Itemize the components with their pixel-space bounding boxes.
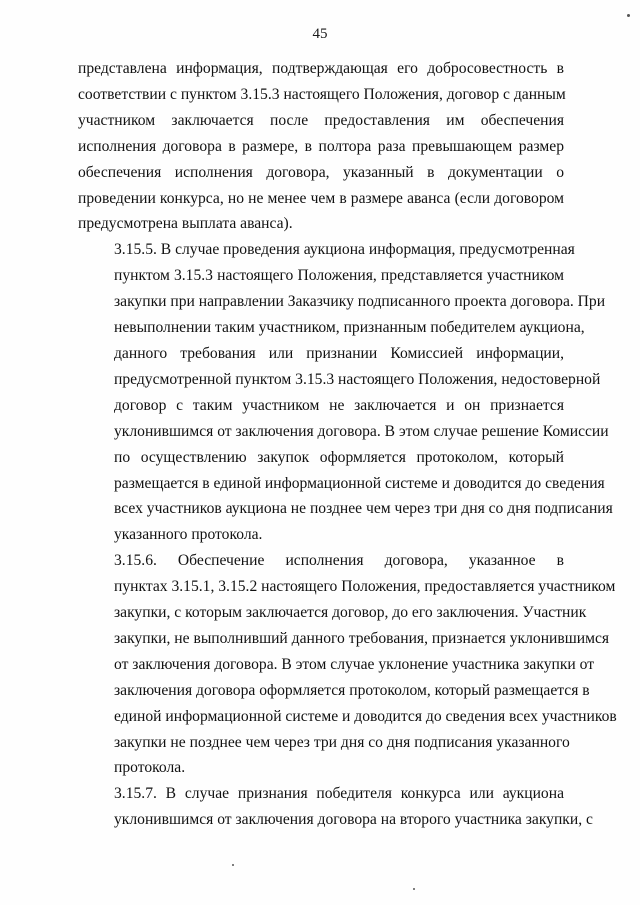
text-line: 3.15.5. В случае проведения аукциона информация, предусмотренная (114, 241, 575, 259)
text-line: единой информационной системе и доводится до сведения всех участников (114, 707, 617, 725)
text-line: закупки при направлении Заказчику подписанного проекта договора. При (114, 293, 606, 311)
text-line: представлена информация, подтверждающая его добросовестность в (78, 60, 564, 77)
text-line: закупки не позднее чем через три дня со дня подписания указанного (114, 733, 570, 751)
text-line: указанного протокола. (114, 526, 263, 544)
text-line: предусмотрена выплата аванса). (78, 215, 293, 233)
text-line: от заключения договора. В этом случае уклонение участника закупки от (114, 655, 595, 673)
paragraph (78, 56, 564, 237)
text-line: предусмотренной пунктом 3.15.3 настоящего Положения, недостоверной (114, 370, 601, 388)
text-line: заключения договора оформляется протоколом, который размещается в (114, 681, 590, 699)
page-number: 45 (312, 26, 328, 42)
text-line: данного требования или признании Комиссией информации, (114, 344, 564, 362)
text-line: протокола. (114, 759, 186, 777)
text-line: всех участников аукциона не позднее чем через три дня со дня подписания (114, 500, 613, 518)
text-line: исполнения договора в размере, в полтора раза превышающем размер (78, 137, 564, 155)
text-line: обеспечения исполнения договора, указанный в документации о (78, 163, 564, 181)
text-line: закупки, с которым заключается договор, до его заключения. Участник (114, 604, 587, 622)
paragraph (78, 237, 613, 548)
text-line: соответствии с пунктом 3.15.3 настоящего Положения, договор с данным (78, 85, 566, 103)
document-body (78, 56, 617, 833)
text-line: 3.15.6. Обеспечение исполнения договора, указанное в (114, 552, 564, 570)
text-line: пунктах 3.15.1, 3.15.2 настоящего Положения, предоставляется участником (114, 578, 616, 596)
text-line: пунктом 3.15.3 настоящего Положения, представляется участником (114, 267, 564, 285)
scan-speck (232, 864, 234, 866)
text-line: размещается в единой информационной системе и доводится до сведения (114, 474, 605, 492)
text-line: уклонившимся от заключения договора на второго участника закупки, с (114, 811, 593, 829)
text-line: 3.15.7. В случае признания победителя конкурса или аукциона (114, 785, 564, 803)
text-line: закупки, не выполнивший данного требования, признается уклонившимся (114, 629, 610, 647)
scan-speck (627, 14, 630, 17)
text-line: проведении конкурса, но не менее чем в размере аванса (если договором (78, 189, 564, 207)
text-line: уклонившимся от заключения договора. В этом случае решение Комиссии (114, 422, 609, 440)
paragraph (78, 781, 593, 833)
text-line: участником заключается после предоставления им обеспечения (78, 111, 564, 129)
text-line: договор с таким участником не заключается и он признается (114, 396, 564, 414)
text-line: по осуществлению закупок оформляется протоколом, который (114, 448, 564, 466)
text-line: невыполнении таким участником, признанным победителем аукциона, (114, 319, 585, 337)
scan-speck (413, 888, 415, 890)
paragraph (78, 548, 617, 781)
